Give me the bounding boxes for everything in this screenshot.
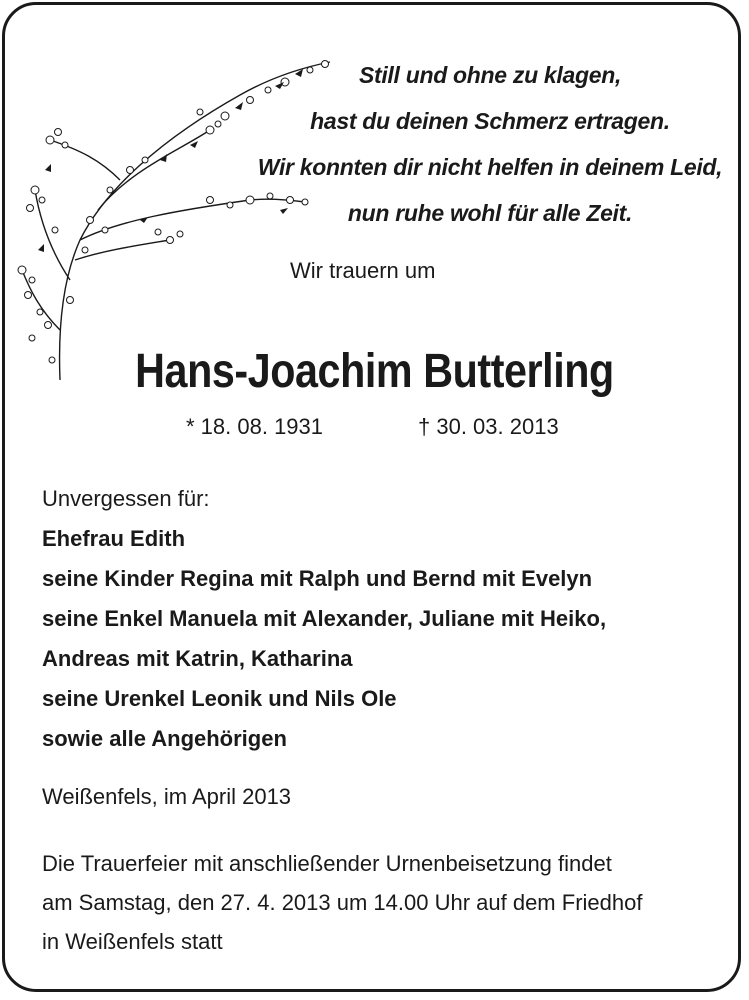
poem-line: Wir konnten dir nicht helfen in deinem Leid,	[257, 154, 723, 180]
mourners-list	[42, 479, 722, 759]
place-and-date: Weißenfels, im April 2013	[42, 784, 292, 809]
mourner-line: sowie alle Angehörigen	[42, 726, 287, 751]
mourning-line: Wir trauern um	[290, 258, 436, 283]
poem-line: Still und ohne zu klagen,	[358, 62, 622, 88]
death-date: † 30. 03. 2013	[418, 414, 559, 439]
mourners-intro: Unvergessen für:	[42, 486, 210, 511]
mourner-line: seine Kinder Regina mit Ralph und Bernd mit Evelyn	[42, 566, 593, 591]
mourner-line: seine Enkel Manuela mit Alexander, Juliane mit Heiko,	[42, 606, 607, 631]
funeral-notice	[42, 844, 732, 961]
mourner-line: Andreas mit Katrin, Katharina	[42, 646, 353, 671]
funeral-notice-line: in Weißenfels statt	[42, 929, 223, 954]
memorial-poem	[250, 52, 730, 236]
deceased-name: Hans-Joachim Butterling	[135, 345, 614, 398]
funeral-notice-line: am Samstag, den 27. 4. 2013 um 14.00 Uhr auf dem Friedhof	[42, 890, 643, 915]
mourner-line: seine Urenkel Leonik und Nils Ole	[42, 686, 397, 711]
birth-date: * 18. 08. 1931	[186, 414, 324, 439]
poem-line: nun ruhe wohl für alle Zeit.	[347, 200, 633, 226]
poem-line: hast du deinen Schmerz ertragen.	[310, 108, 670, 134]
funeral-notice-line: Die Trauerfeier mit anschließender Urnenbeisetzung findet	[42, 851, 612, 876]
mourner-line: Ehefrau Edith	[42, 526, 186, 551]
